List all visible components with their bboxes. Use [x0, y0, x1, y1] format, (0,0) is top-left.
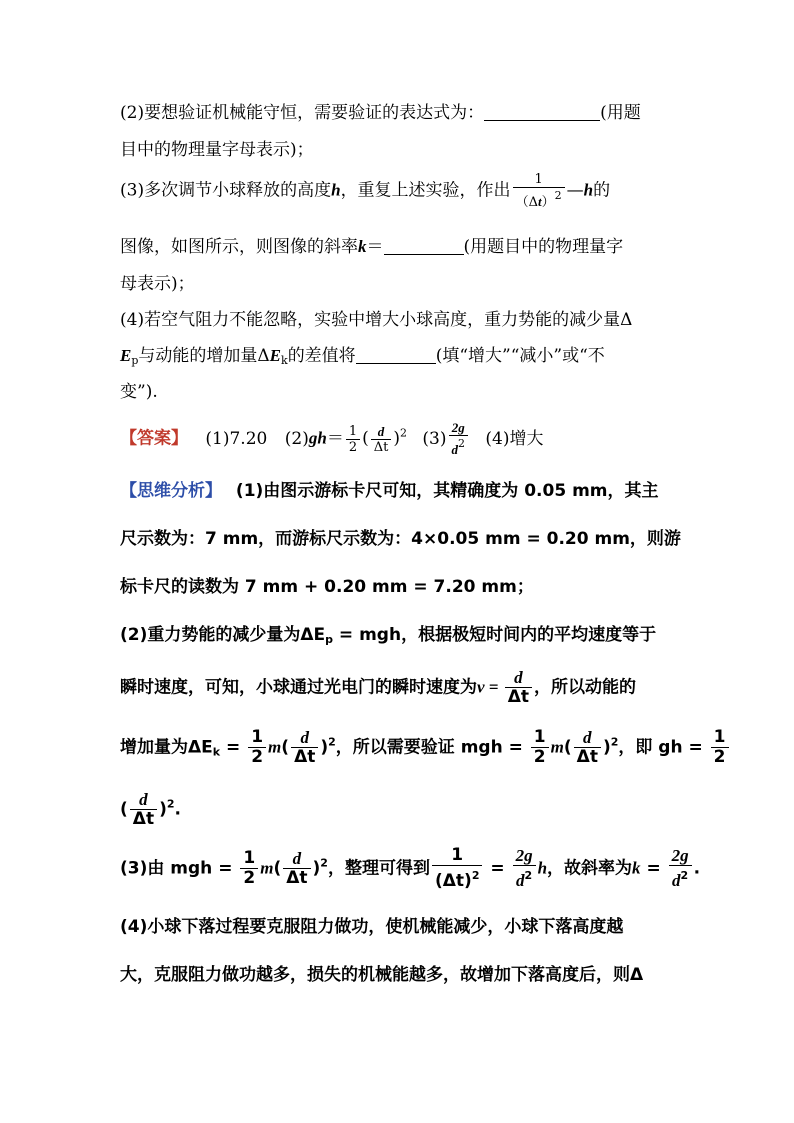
frac-numerator: d: [130, 790, 157, 810]
frac-denominator: Δt: [294, 747, 316, 767]
answer-blank[interactable]: [384, 236, 464, 255]
frac-denominator: 2: [348, 439, 358, 455]
var-E: E: [269, 346, 282, 365]
exponent: 2: [471, 869, 480, 882]
q2-text: 目中的物理量字母表示)；: [120, 140, 314, 160]
analysis-line-3: [120, 572, 534, 597]
q3-text: 母表示)；: [120, 274, 195, 294]
var-E: E: [120, 346, 132, 365]
answer-tag: 【答案】: [120, 428, 188, 449]
frac-numerator: 1: [711, 728, 729, 748]
fraction-d-over-dt: [130, 790, 157, 829]
answer-2-label: (2): [284, 428, 309, 449]
q4-line-1: [120, 305, 632, 330]
frac-numerator: 1: [240, 849, 258, 869]
frac-numerator: d: [283, 849, 310, 869]
q3-text: (3)多次调节小球释放的高度: [120, 180, 332, 201]
analysis-text: 大，克服阻力做功越多，损失的机械能越多，故增加下落高度后，则Δ: [120, 965, 644, 985]
frac-numerator: 1: [531, 728, 549, 748]
answer-blank[interactable]: [484, 102, 600, 121]
frac-denominator: [669, 866, 692, 891]
exponent: 2: [554, 189, 562, 202]
answer-1: (1)7.20: [205, 428, 268, 449]
analysis-line-2: [120, 524, 681, 549]
fraction-half: [711, 728, 729, 767]
analysis-text: =: [640, 858, 667, 879]
analysis-text: ，故斜率为: [547, 858, 633, 879]
frac-numerator: 1: [513, 172, 565, 188]
analysis-text: 标卡尺的读数为 7 mm + 0.20 mm = 7.20 mm；: [120, 577, 534, 597]
analysis-text: 瞬时速度，可知，小球通过光电门的瞬时速度为: [120, 677, 477, 698]
answer-blank[interactable]: [356, 345, 436, 364]
fraction-2g-over-d2: [449, 420, 469, 458]
frac-denominator: [449, 436, 469, 458]
q4-text: (4)若空气阻力不能忽略，实验中增大小球高度，重力势能的减少量Δ: [120, 310, 633, 330]
frac-numerator: d: [291, 728, 318, 748]
fraction-d-over-dt: [283, 849, 310, 888]
fraction-half: [531, 728, 549, 767]
frac-denominator: 2: [713, 747, 726, 767]
var-v: v =: [477, 677, 503, 697]
frac-numerator: d: [574, 728, 601, 748]
den-text: Δt: [442, 871, 465, 891]
analysis-text: ，整理可得到: [327, 858, 430, 879]
exponent: 2: [328, 735, 336, 749]
frac-denominator: Δt: [576, 747, 598, 767]
fraction-d-over-dt: [574, 728, 601, 767]
analysis-line-1: [120, 476, 659, 501]
q3-text: —: [566, 180, 584, 201]
analysis-text: .: [693, 858, 701, 879]
exponent: 2: [458, 437, 465, 450]
subscript-p: p: [131, 354, 139, 367]
analysis-text: (4)小球下落过程要克服阻力做功，使机械能减少，小球下落高度越: [120, 917, 624, 937]
fraction-d-over-dt: [371, 424, 392, 455]
q2-text: (2)要想验证机械能守恒，需要验证的表达式为：: [120, 103, 485, 123]
analysis-line-10: [120, 960, 643, 985]
q2-line-2: [120, 135, 314, 160]
frac-denominator: Δt: [132, 809, 155, 829]
q3-text: 的: [593, 180, 611, 201]
exponent: 2: [400, 426, 407, 440]
analysis-text: (3)由 mgh =: [120, 858, 239, 879]
var-k: k: [632, 858, 641, 878]
var-t: t: [537, 194, 542, 209]
analysis-text: (1)由图示游标卡尺可知，其精确度为 0.05 mm，其主: [235, 481, 659, 501]
q4-line-3: [120, 377, 158, 402]
var-h: h: [331, 180, 341, 200]
fraction-half: [248, 728, 266, 767]
fraction-1-over-dt2: [432, 846, 483, 891]
frac-denominator: [513, 188, 565, 210]
var-d: d: [451, 442, 458, 457]
analysis-text: ，即 gh =: [618, 737, 709, 758]
den-text: （Δ: [515, 195, 538, 210]
q4-text: 的差值将: [287, 346, 356, 366]
frac-numerator: d: [505, 668, 532, 688]
var-d: d: [672, 871, 681, 890]
fraction-2g-over-d2: [669, 846, 692, 891]
frac-numerator: 2g: [513, 846, 536, 866]
exponent: 2: [524, 869, 533, 882]
q4-text: 与动能的增加量Δ: [138, 346, 270, 366]
q3-line-1: [120, 172, 610, 210]
exponent: 2: [320, 856, 328, 870]
q4-text: 变”).: [120, 382, 158, 402]
exponent: 2: [166, 797, 175, 811]
analysis-line-6: 增加量为$\Delta E_k$ = $\frac{1}{2}$ m( $\frac{d}{\Delta t}$ )$^2$，所以需要验证 mgh = $\frac{1}{2}$ m( $\frac{d}{\Delta t}$ )$^2$，即 gh = $\frac{1}{2}$: [120, 728, 731, 767]
q3-text: ，重复上述实验，作出: [340, 180, 511, 201]
frac-denominator: 2: [251, 747, 264, 767]
analysis-text: (2)重力势能的减少量为ΔE: [120, 625, 326, 645]
frac-denominator: 2: [533, 747, 546, 767]
subscript-p: p: [325, 633, 334, 646]
q2-line-1: [120, 98, 641, 123]
q3-text: 图像，如图所示，则图像的斜率: [120, 237, 358, 257]
frac-numerator: 1: [432, 846, 483, 866]
exponent: 2: [610, 735, 619, 749]
analysis-text: .: [174, 799, 181, 820]
q3-line-2: [120, 232, 623, 257]
analysis-text: =: [484, 858, 511, 879]
den-text: ）: [541, 195, 555, 210]
analysis-line-5: [120, 668, 636, 707]
fraction-d-over-dt: [291, 728, 318, 767]
frac-denominator: Δt: [286, 868, 308, 888]
answer-line: 【答案】 (1)7.20 (2)gh＝ $\frac{1}{2}$ ( $\frac{d}{\Delta t}$ )$^2$ (3) $\frac{2g}{d^2}$ (4)增大: [120, 420, 544, 457]
analysis-text: 增加量为ΔE: [120, 737, 213, 758]
fraction-2g-over-d2: [513, 846, 536, 891]
analysis-line-9: [120, 912, 623, 937]
exponent: 2: [680, 869, 689, 882]
analysis-line-7: ( $\frac{d}{\Delta t}$ )$^2$.: [120, 790, 181, 829]
fraction-1-over-dt2: [513, 172, 565, 210]
frac-denominator: $(\Delta t)^2$: [434, 869, 480, 891]
analysis-text: = mgh，根据极短时间内的平均速度等于: [333, 625, 657, 645]
fraction-half: [346, 424, 360, 455]
q4-text: (填“增大”“减小”或“不: [435, 346, 605, 366]
q2-text: (用题: [600, 103, 641, 123]
answer-4: (4)增大: [485, 428, 544, 449]
fraction-d-over-dt: [505, 668, 532, 707]
frac-numerator: 2g: [449, 420, 469, 436]
var-d: d: [515, 871, 525, 890]
frac-denominator: 2: [243, 868, 256, 888]
equals: ＝: [326, 428, 344, 449]
analysis-text: =: [220, 737, 247, 758]
q3-line-3: [120, 269, 195, 294]
analysis-text: ，所以动能的: [534, 677, 637, 698]
var-h: h: [537, 858, 548, 878]
analysis-text: 尺示数为：7 mm，而游标尺示数为：4×0.05 mm = 0.20 mm，则游: [120, 529, 681, 549]
analysis-text: ，所以需要验证 mgh =: [335, 737, 529, 758]
q3-text: ＝: [366, 237, 384, 257]
frac-numerator: d: [371, 424, 392, 440]
frac-numerator: 1: [346, 424, 360, 440]
fraction-half: [240, 849, 258, 888]
analysis-line-4: [120, 620, 656, 646]
analysis-tag: 【思维分析】: [120, 481, 222, 501]
frac-numerator: 1: [248, 728, 266, 748]
frac-denominator: Δt: [373, 439, 389, 455]
frac-numerator: 2g: [669, 846, 692, 866]
var-h: h: [583, 180, 594, 200]
q4-line-2: [120, 341, 605, 367]
frac-denominator: [513, 866, 536, 891]
var-k: k: [358, 237, 367, 256]
subscript-k: k: [212, 745, 221, 759]
analysis-line-8: (3)由 mgh = $\frac{1}{2}$ m( $\frac{d}{\Delta t}$ )$^2$，整理可得到 $\frac{1}{(\Delta t)^2}$ = $\frac{2g}{d^2}$ h，故斜率为k = $\frac{2g}{d^2}$ .: [120, 845, 701, 891]
subscript-k: k: [281, 354, 288, 367]
var-gh: gh: [308, 428, 327, 448]
frac-denominator: Δt: [507, 687, 530, 707]
q3-text: (用题目中的物理量字: [463, 237, 624, 257]
answer-3-label: (3): [422, 428, 447, 449]
